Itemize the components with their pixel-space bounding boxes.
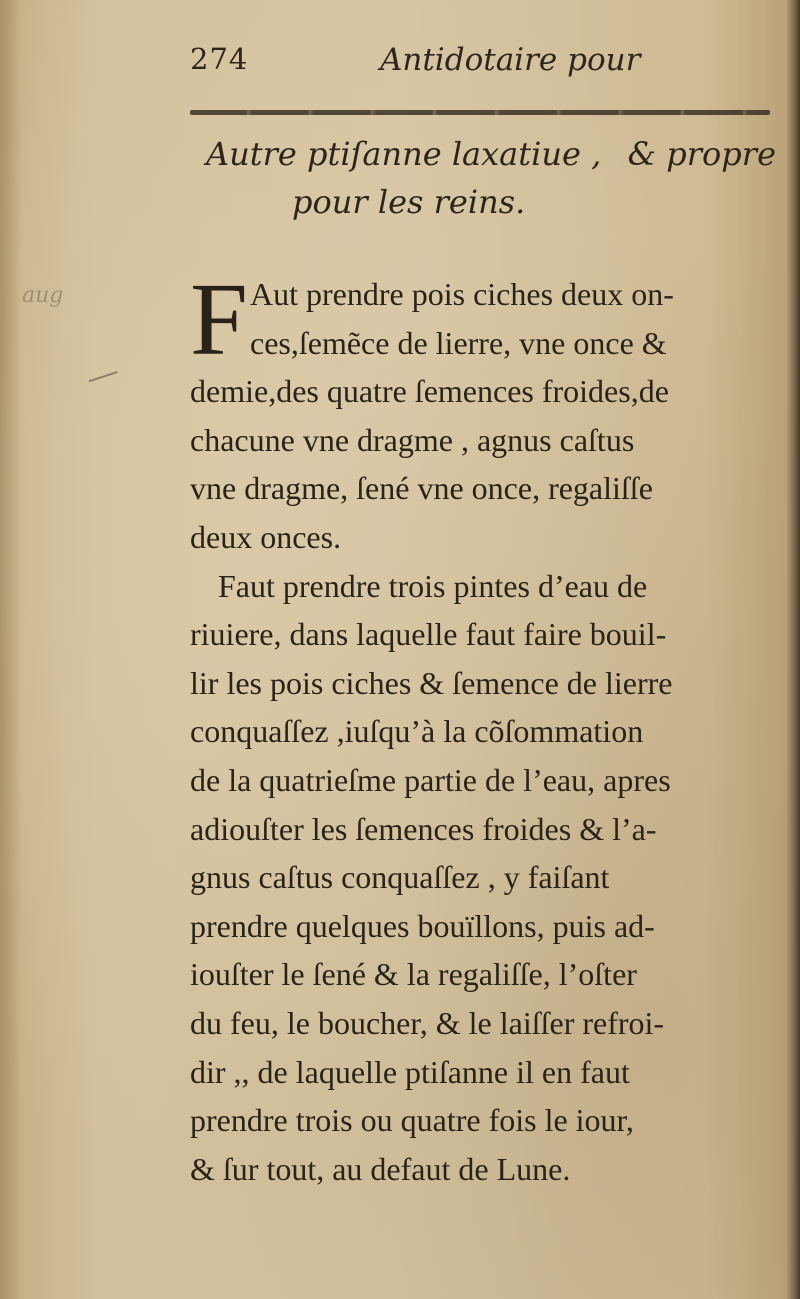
recipe-title-line-2: pour les reins. [292, 183, 526, 221]
body-line: Aut prendre pois ciches deux on- [250, 276, 674, 312]
body-line: riuiere, dans laquelle faut faire bouil- [190, 616, 667, 653]
body-line: dir ,, de laquelle ptiſanne il en faut [190, 1053, 630, 1090]
page-gutter-shadow [0, 0, 22, 1299]
page-number: 274 [190, 42, 249, 76]
page-edge-shadow [786, 0, 800, 1299]
running-head [190, 42, 750, 92]
recipe-title-left: Autre ptiſanne laxatiue , [206, 135, 602, 173]
body-line: vne dragme, ſené vne once, regaliſſe [190, 470, 653, 507]
recipe-title-line-1 [206, 135, 776, 173]
body-line: conquaſſez ,iuſqu’à la cõſommation [190, 713, 644, 750]
drop-cap: F [190, 262, 248, 377]
body-line: chacune vne dragme , agnus caſtus [190, 421, 635, 458]
body-line: prendre trois ou quatre fois le iour, [190, 1102, 634, 1139]
margin-annotation: aug [22, 283, 64, 308]
body-line: demie,des quatre ſemences froides,de [190, 373, 669, 410]
body-line: iouſter le ſené & la regaliſſe, l’oſter [190, 956, 637, 993]
body-line: du feu, le boucher, & le laiſſer refroi- [190, 1004, 665, 1041]
recipe-body [190, 262, 770, 1193]
body-line: de la quatrieſme partie de l’eau, apres [190, 761, 671, 798]
body-line: adiouſter les ſemences froides & l’a- [190, 810, 657, 847]
recipe-title-right: & propre [627, 135, 776, 173]
body-line: ces,ſemẽce de lierre, vne once & [250, 324, 667, 361]
body-line: gnus caſtus conquaſſez , y faiſant [190, 859, 610, 896]
margin-mark [84, 358, 117, 382]
body-line: & ſur tout, au defaut de Lune. [190, 1150, 571, 1187]
header-rule [190, 110, 770, 115]
body-line: prendre quelques bouïllons, puis ad- [190, 907, 655, 944]
body-line: Faut prendre trois pintes d’eau de [218, 567, 648, 604]
body-line: lir les pois ciches & ſemence de lierre [190, 664, 673, 701]
body-line: deux onces. [190, 518, 342, 555]
running-title: Antidotaire pour [380, 42, 641, 78]
